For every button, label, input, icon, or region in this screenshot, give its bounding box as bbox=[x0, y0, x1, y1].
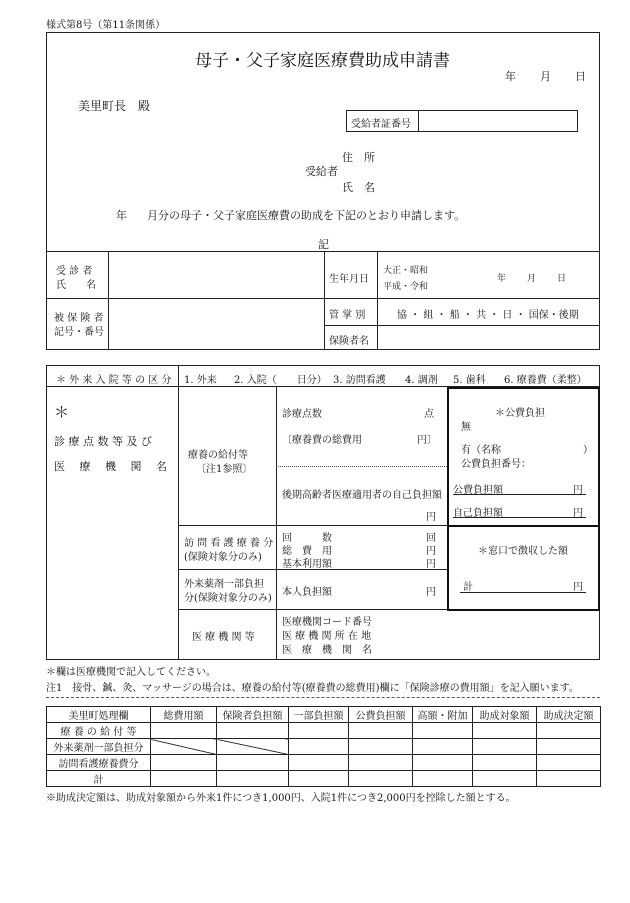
public-expense-amount-label: 公費負担額 bbox=[453, 485, 503, 496]
public-expense-yes-close: ） bbox=[583, 445, 593, 456]
star-note: ＊欄は医療機関で記入してください。 bbox=[46, 667, 216, 678]
form-number: 様式第8号（第11条関係） bbox=[46, 20, 166, 31]
table-row bbox=[47, 771, 601, 787]
home-nursing-label-2: (保険対象分のみ) bbox=[184, 552, 262, 563]
fee-cell[interactable] bbox=[349, 771, 413, 787]
fee-header-cell: 美里町処理欄 bbox=[47, 707, 151, 723]
basic-fee-label: 基本利用額 bbox=[282, 559, 332, 570]
self-burden-label: 自己負担額 bbox=[453, 508, 503, 519]
addressee: 美里町長 殿 bbox=[78, 99, 151, 113]
outpatient-drug-label-1: 外来薬剤一部負担 bbox=[184, 579, 264, 590]
applicant-name-label: 氏 名 bbox=[342, 181, 375, 194]
table-row bbox=[47, 739, 601, 755]
fee-cell[interactable] bbox=[473, 771, 537, 787]
insured-label-2: 記号・番号 bbox=[54, 327, 104, 338]
fee-cell[interactable] bbox=[289, 739, 349, 755]
fee-cell[interactable] bbox=[151, 723, 217, 739]
benefit-note: 〔注1参照〕 bbox=[196, 464, 253, 475]
date-year-label: 年 bbox=[505, 70, 516, 83]
fee-cell[interactable] bbox=[413, 739, 473, 755]
total-cost-unit: 円〕 bbox=[417, 435, 437, 446]
self-burden-unit: 円 bbox=[573, 508, 583, 519]
fee-cell[interactable] bbox=[349, 739, 413, 755]
jurisdiction-options[interactable]: 協 ・ 組 ・ 船 ・ 共 ・ 日 ・ 国保・後期 bbox=[397, 310, 579, 321]
fee-cell-crossed bbox=[151, 739, 217, 755]
benefit-label: 療養の給付等 bbox=[188, 450, 248, 461]
fee-cell[interactable] bbox=[413, 755, 473, 771]
era-option-2: 平成・令和 bbox=[383, 282, 429, 292]
fee-cell[interactable] bbox=[217, 723, 289, 739]
fee-cell[interactable] bbox=[217, 771, 289, 787]
fee-header-cell: 助成対象額 bbox=[473, 707, 537, 723]
cert-number-label: 受給者証番号 bbox=[351, 119, 411, 130]
institution-code-label: 医療機関コード番号 bbox=[282, 617, 372, 628]
public-expense-yes[interactable]: 有（名称 bbox=[461, 445, 501, 456]
insurer-name-field[interactable] bbox=[381, 328, 596, 346]
footnote: ※助成決定額は、助成対象額から外来1件につき1,000円、入院1件につき2,000円を控除した額とする。 bbox=[46, 793, 516, 804]
times-unit: 回 bbox=[426, 533, 436, 544]
window-collection-yen: 円 bbox=[573, 582, 583, 593]
visit-option-pharmacy[interactable]: 4. 調剤 bbox=[405, 375, 438, 386]
elderly-self-pay-label: 後期高齢者医療適用者の自己負担額 bbox=[282, 490, 442, 501]
fee-cell[interactable] bbox=[473, 755, 537, 771]
address-label: 住 所 bbox=[342, 151, 375, 164]
points-institution-label-2: 医 療 機 関 名 bbox=[54, 460, 167, 473]
patient-name-field[interactable] bbox=[112, 255, 320, 295]
fee-cell[interactable] bbox=[349, 723, 413, 739]
visit-option-therapy[interactable]: 6. 療養費（柔整） bbox=[504, 375, 587, 386]
visit-type-header: ＊ 外 来 入 院 等 の 区 分 bbox=[56, 375, 172, 386]
institution-name-label: 医 療 機 関 名 bbox=[282, 645, 372, 656]
times-label: 回 数 bbox=[282, 533, 332, 544]
fee-cell[interactable] bbox=[349, 755, 413, 771]
public-expense-title: ＊公費負担 bbox=[495, 408, 545, 419]
visit-option-home-nursing[interactable]: 3. 訪問看護 bbox=[333, 375, 386, 386]
insurer-name-label: 保険者名 bbox=[329, 336, 369, 347]
fee-row-label: 訪問看護療養費分 bbox=[47, 755, 151, 771]
home-nursing-label-1: 訪 問 看 護 療 養 分 bbox=[184, 538, 274, 549]
birthdate-label: 生年月日 bbox=[329, 274, 369, 285]
fee-cell[interactable] bbox=[289, 755, 349, 771]
elderly-yen: 円 bbox=[426, 512, 436, 523]
institution-label: 医 療 機 関 等 bbox=[192, 632, 255, 643]
basic-fee-unit: 円 bbox=[426, 559, 436, 570]
fee-header-cell: 助成決定額 bbox=[537, 707, 601, 723]
points-institution-label-1: 診 療 点 数 等 及 び bbox=[54, 435, 152, 448]
fee-cell[interactable] bbox=[151, 755, 217, 771]
fee-cell[interactable] bbox=[151, 771, 217, 787]
fee-header-cell: 高額・附加 bbox=[413, 707, 473, 723]
fee-cell[interactable] bbox=[537, 771, 601, 787]
points-label: 診療点数 bbox=[282, 409, 322, 420]
window-collection-total-label: 計 bbox=[463, 582, 473, 593]
date-month-label: 月 bbox=[540, 70, 551, 83]
birth-day: 日 bbox=[557, 274, 567, 284]
applicant-label: 受給者 bbox=[305, 165, 338, 178]
fee-header-cell: 一部負担額 bbox=[289, 707, 349, 723]
asterisk-mark: ＊ bbox=[54, 403, 70, 421]
request-text: 月分の母子・父子家庭医療費の助成を下記のとおり申請します。 bbox=[147, 209, 466, 222]
cert-number-field[interactable] bbox=[420, 112, 576, 130]
total-fee-unit: 円 bbox=[426, 546, 436, 557]
ki-label: 記 bbox=[318, 238, 329, 251]
fee-row-label: 外来薬剤一部負担分 bbox=[47, 739, 151, 755]
fee-cell[interactable] bbox=[413, 771, 473, 787]
points-unit: 点 bbox=[424, 409, 434, 420]
request-year: 年 bbox=[116, 209, 127, 222]
fee-row-label: 療 養 の 給 付 等 bbox=[47, 723, 151, 739]
insured-number-field[interactable] bbox=[112, 302, 320, 346]
fee-cell-crossed bbox=[217, 739, 289, 755]
date-day-label: 日 bbox=[575, 70, 586, 83]
era-option-1: 大正・昭和 bbox=[383, 266, 429, 276]
fee-cell[interactable] bbox=[217, 755, 289, 771]
institution-address-label: 医 療 機 関 所 在 地 bbox=[282, 631, 372, 642]
jurisdiction-label: 管 掌 別 bbox=[329, 310, 366, 321]
fee-header-cell: 保険者負担額 bbox=[217, 707, 289, 723]
window-collection-panel bbox=[447, 525, 600, 611]
fee-cell[interactable] bbox=[473, 739, 537, 755]
visit-option-dental[interactable]: 5. 歯科 bbox=[453, 375, 486, 386]
total-cost-label: 〔療養費の総費用 bbox=[282, 435, 362, 446]
birth-year: 年 bbox=[497, 274, 507, 284]
fee-cell[interactable] bbox=[289, 771, 349, 787]
table-row bbox=[47, 755, 601, 771]
fee-header-cell: 総費用額 bbox=[151, 707, 217, 723]
fee-cell[interactable] bbox=[473, 723, 537, 739]
self-pay-unit: 円 bbox=[426, 587, 436, 598]
form-title: 母子・父子家庭医療費助成申請書 bbox=[195, 51, 450, 71]
fee-cell[interactable] bbox=[413, 723, 473, 739]
fee-cell[interactable] bbox=[537, 739, 601, 755]
fee-table bbox=[46, 706, 601, 787]
public-expense-amount-unit: 円 bbox=[573, 485, 583, 496]
fee-cell[interactable] bbox=[537, 723, 601, 739]
patient-label-1: 受 診 者 bbox=[56, 266, 93, 277]
fee-cell[interactable] bbox=[289, 723, 349, 739]
patient-label-2: 氏 名 bbox=[56, 280, 96, 291]
table-row bbox=[47, 723, 601, 739]
fee-header-cell: 公費負担額 bbox=[349, 707, 413, 723]
public-expense-number-label: 公費負担番号： bbox=[461, 459, 531, 470]
birth-month: 月 bbox=[527, 274, 537, 284]
total-fee-label: 総 費 用 bbox=[282, 546, 332, 557]
fee-table-header-row bbox=[47, 707, 601, 723]
visit-option-outpatient[interactable]: 1. 外来 bbox=[184, 375, 217, 386]
public-expense-none[interactable]: 無 bbox=[461, 422, 471, 433]
outpatient-drug-label-2: 分(保険対象分のみ) bbox=[184, 593, 272, 604]
visit-option-inpatient[interactable]: 2. 入院（ 日分） bbox=[234, 375, 327, 386]
note-1: 注1 接骨、鍼、灸、マッサージの場合は、療養の給付等(療養費の総費用)欄に「保険診療の費用額」を記入願います。 bbox=[46, 683, 579, 694]
fee-cell[interactable] bbox=[537, 755, 601, 771]
fee-row-label: 計 bbox=[47, 771, 151, 787]
insured-label-1: 被 保 険 者 bbox=[54, 313, 104, 324]
window-collection-title: ＊窓口で徴収した額 bbox=[478, 546, 568, 557]
self-pay-label: 本人負担額 bbox=[282, 587, 332, 598]
